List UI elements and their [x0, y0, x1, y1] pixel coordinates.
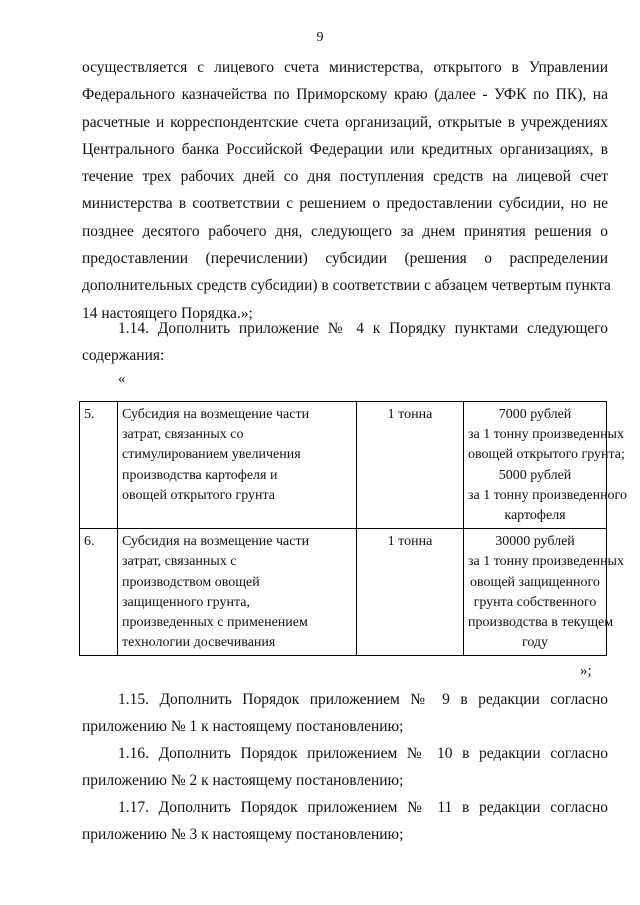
- paragraph-top: [82, 54, 611, 327]
- cell-line: стимулированием увеличения: [122, 447, 301, 463]
- cell-line: за 1 тонну произведенного: [468, 487, 627, 503]
- text-line: предоставлении (перечислении) субсидии (решения о распределении: [82, 250, 608, 268]
- text-line: содержания:: [82, 347, 165, 365]
- row-number: 6.: [84, 534, 95, 550]
- unit-value: 1 тонна: [387, 407, 433, 422]
- cell-line: производства в текущем: [468, 614, 614, 630]
- text-line: позднее десятого рабочего дня, следующего за днем принятия решения о: [82, 222, 608, 240]
- quote-close-mark: »;: [580, 663, 592, 679]
- row-number: 5.: [84, 407, 95, 422]
- cell-line: 7000 рублей: [498, 407, 572, 422]
- paragraph-1-14: [82, 315, 608, 370]
- cell-line: 5000 рублей: [498, 467, 572, 483]
- row-number-cell: [80, 529, 118, 656]
- cell-line: затрат, связанных со: [122, 427, 244, 443]
- text-line: 1.15. Дополнить Порядок приложением № 9 в редакции согласно: [118, 691, 608, 708]
- text-line: приложению № 2 к настоящему постановлению;: [82, 772, 404, 790]
- cell-line: году: [521, 635, 549, 651]
- cell-line: грунта собственного: [473, 594, 597, 610]
- text-line: 1.17. Дополнить Порядок приложением № 11 в редакции согласно: [118, 799, 608, 816]
- subsidy-table: [79, 401, 627, 656]
- cell-line: технологии досвечивания: [122, 635, 276, 651]
- text-line: осуществляется с лицевого счета министерства, открытого в Управлении: [82, 59, 608, 76]
- text-line: 1.14. Дополнить приложение № 4 к Порядку пунктами следующего: [118, 320, 608, 337]
- cell-line: овощей защищенного: [470, 574, 600, 590]
- text-line: течение трех рабочих дней со дня поступления средств на лицевой счет: [82, 168, 608, 186]
- text-line: расчетные и корреспондентские счета организаций, открытые в учреждениях: [82, 113, 608, 131]
- cell-line: Субсидия на возмещение части: [122, 534, 310, 550]
- unit-cell: [357, 402, 464, 529]
- text-line: 1.16. Дополнить Порядок приложением № 10 в редакции согласно: [118, 745, 608, 762]
- paragraph-1-16: [82, 740, 608, 795]
- cell-line: производства картофеля и: [122, 467, 278, 483]
- cell-line: за 1 тонну произведенных: [468, 427, 624, 443]
- rate-cell: [464, 529, 624, 656]
- cell-line: производством овощей: [122, 574, 260, 590]
- cell-line: затрат, связанных с: [122, 554, 237, 570]
- quote-open-mark: «: [118, 371, 126, 387]
- cell-line: овощей открытого грунта;: [468, 447, 625, 463]
- unit-cell: [357, 529, 464, 656]
- text-line: дополнительных средств субсидии) в соответствии с абзацем четвертым пункта: [82, 277, 611, 295]
- text-line: Федерального казначейства по Приморскому краю (далее - УФК по ПК), на: [82, 86, 608, 104]
- text-line: приложению № 3 к настоящему постановлению;: [82, 826, 404, 844]
- subsidy-name-cell: [118, 529, 357, 656]
- cell-line: картофеля: [504, 507, 566, 523]
- page-number: 9: [316, 30, 324, 45]
- paragraph-1-17: [82, 794, 608, 849]
- subsidy-name-cell: [118, 402, 357, 529]
- cell-line: Субсидия на возмещение части: [122, 407, 310, 422]
- text-line: приложению № 1 к настоящему постановлению;: [82, 718, 404, 736]
- unit-value: 1 тонна: [387, 534, 433, 550]
- cell-line: за 1 тонну произведенных: [468, 554, 624, 570]
- cell-line: 30000 рублей: [495, 534, 575, 550]
- rate-cell: [464, 402, 627, 529]
- table-row: [80, 402, 607, 529]
- row-number-cell: [80, 402, 118, 529]
- cell-line: защищенного грунта,: [122, 594, 250, 610]
- cell-line: овощей открытого грунта: [122, 487, 276, 503]
- text-line: 14 настоящего Порядка.»;: [82, 304, 253, 322]
- cell-line: произведенных с применением: [122, 614, 308, 630]
- text-line: министерства в соответствии с решением о предоставлении субсидии, но не: [82, 195, 608, 213]
- table-row: [80, 529, 607, 656]
- text-line: Центрального банка Российской Федерации или кредитных организациях, в: [82, 140, 608, 158]
- paragraph-1-15: [82, 686, 608, 741]
